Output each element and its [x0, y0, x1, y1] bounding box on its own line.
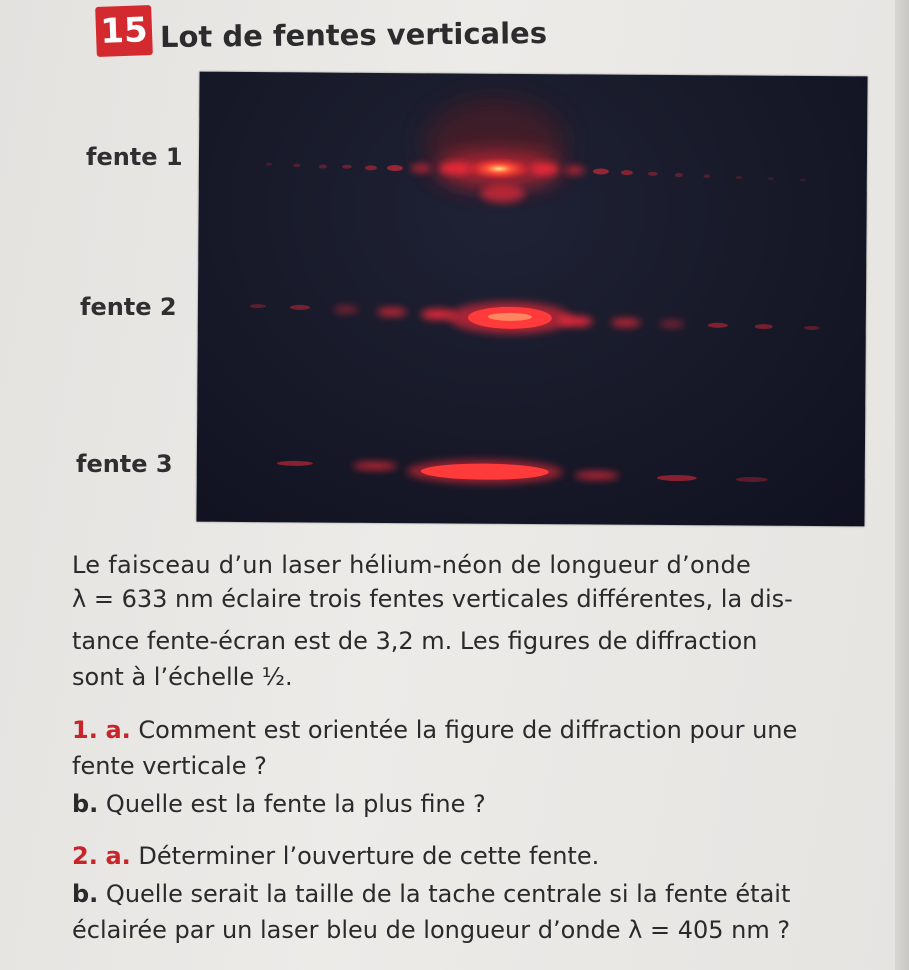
- statement-line-4: sont à l’échelle ½.: [72, 663, 293, 691]
- exercise-number-badge: 15: [95, 5, 153, 57]
- label-fente-1: fente 1: [86, 143, 183, 171]
- exercise-title: Lot de fentes verticales: [159, 15, 548, 55]
- question-2a-text: Déterminer l’ouverture de cette fente.: [130, 842, 600, 870]
- question-2b-text: Quelle serait la taille de la tache centrale si la fente était: [98, 880, 791, 908]
- statement-line-1: Le faisceau d’un laser hélium-néon de longueur d’onde: [72, 551, 752, 579]
- question-2b-continued: éclairée par un laser bleu de longueur d’onde λ = 405 nm ?: [72, 916, 791, 944]
- statement-line-3: tance fente-écran est de 3,2 m. Les figures de diffraction: [72, 627, 758, 655]
- diffraction-patterns: [196, 72, 867, 527]
- question-1a-continued: fente verticale ?: [72, 752, 267, 780]
- question-1-number: 1.: [72, 716, 98, 744]
- pattern-fente-1: [266, 97, 807, 205]
- question-1a-letter: a.: [105, 716, 131, 744]
- pattern-fente-2: [250, 300, 820, 336]
- statement-line-2: λ = 633 nm éclaire trois fentes verticales différentes, la dis-: [72, 585, 793, 613]
- question-1b-letter: b.: [72, 790, 99, 818]
- question-1b: [72, 790, 486, 818]
- question-2b: [72, 880, 790, 908]
- pattern-fente-3: [277, 458, 768, 485]
- question-1b-text: Quelle est la fente la plus fine ?: [98, 790, 486, 818]
- page-edge: [895, 0, 909, 970]
- question-2a: [72, 842, 599, 870]
- question-1a-text: Comment est orientée la figure de diffraction pour une: [130, 716, 798, 744]
- question-2-number: 2.: [72, 842, 98, 870]
- question-1a: [72, 716, 797, 744]
- label-fente-3: fente 3: [76, 450, 173, 478]
- question-2b-letter: b.: [72, 880, 99, 908]
- label-fente-2: fente 2: [80, 293, 177, 321]
- diffraction-photo: [196, 72, 867, 527]
- question-2a-letter: a.: [105, 842, 131, 870]
